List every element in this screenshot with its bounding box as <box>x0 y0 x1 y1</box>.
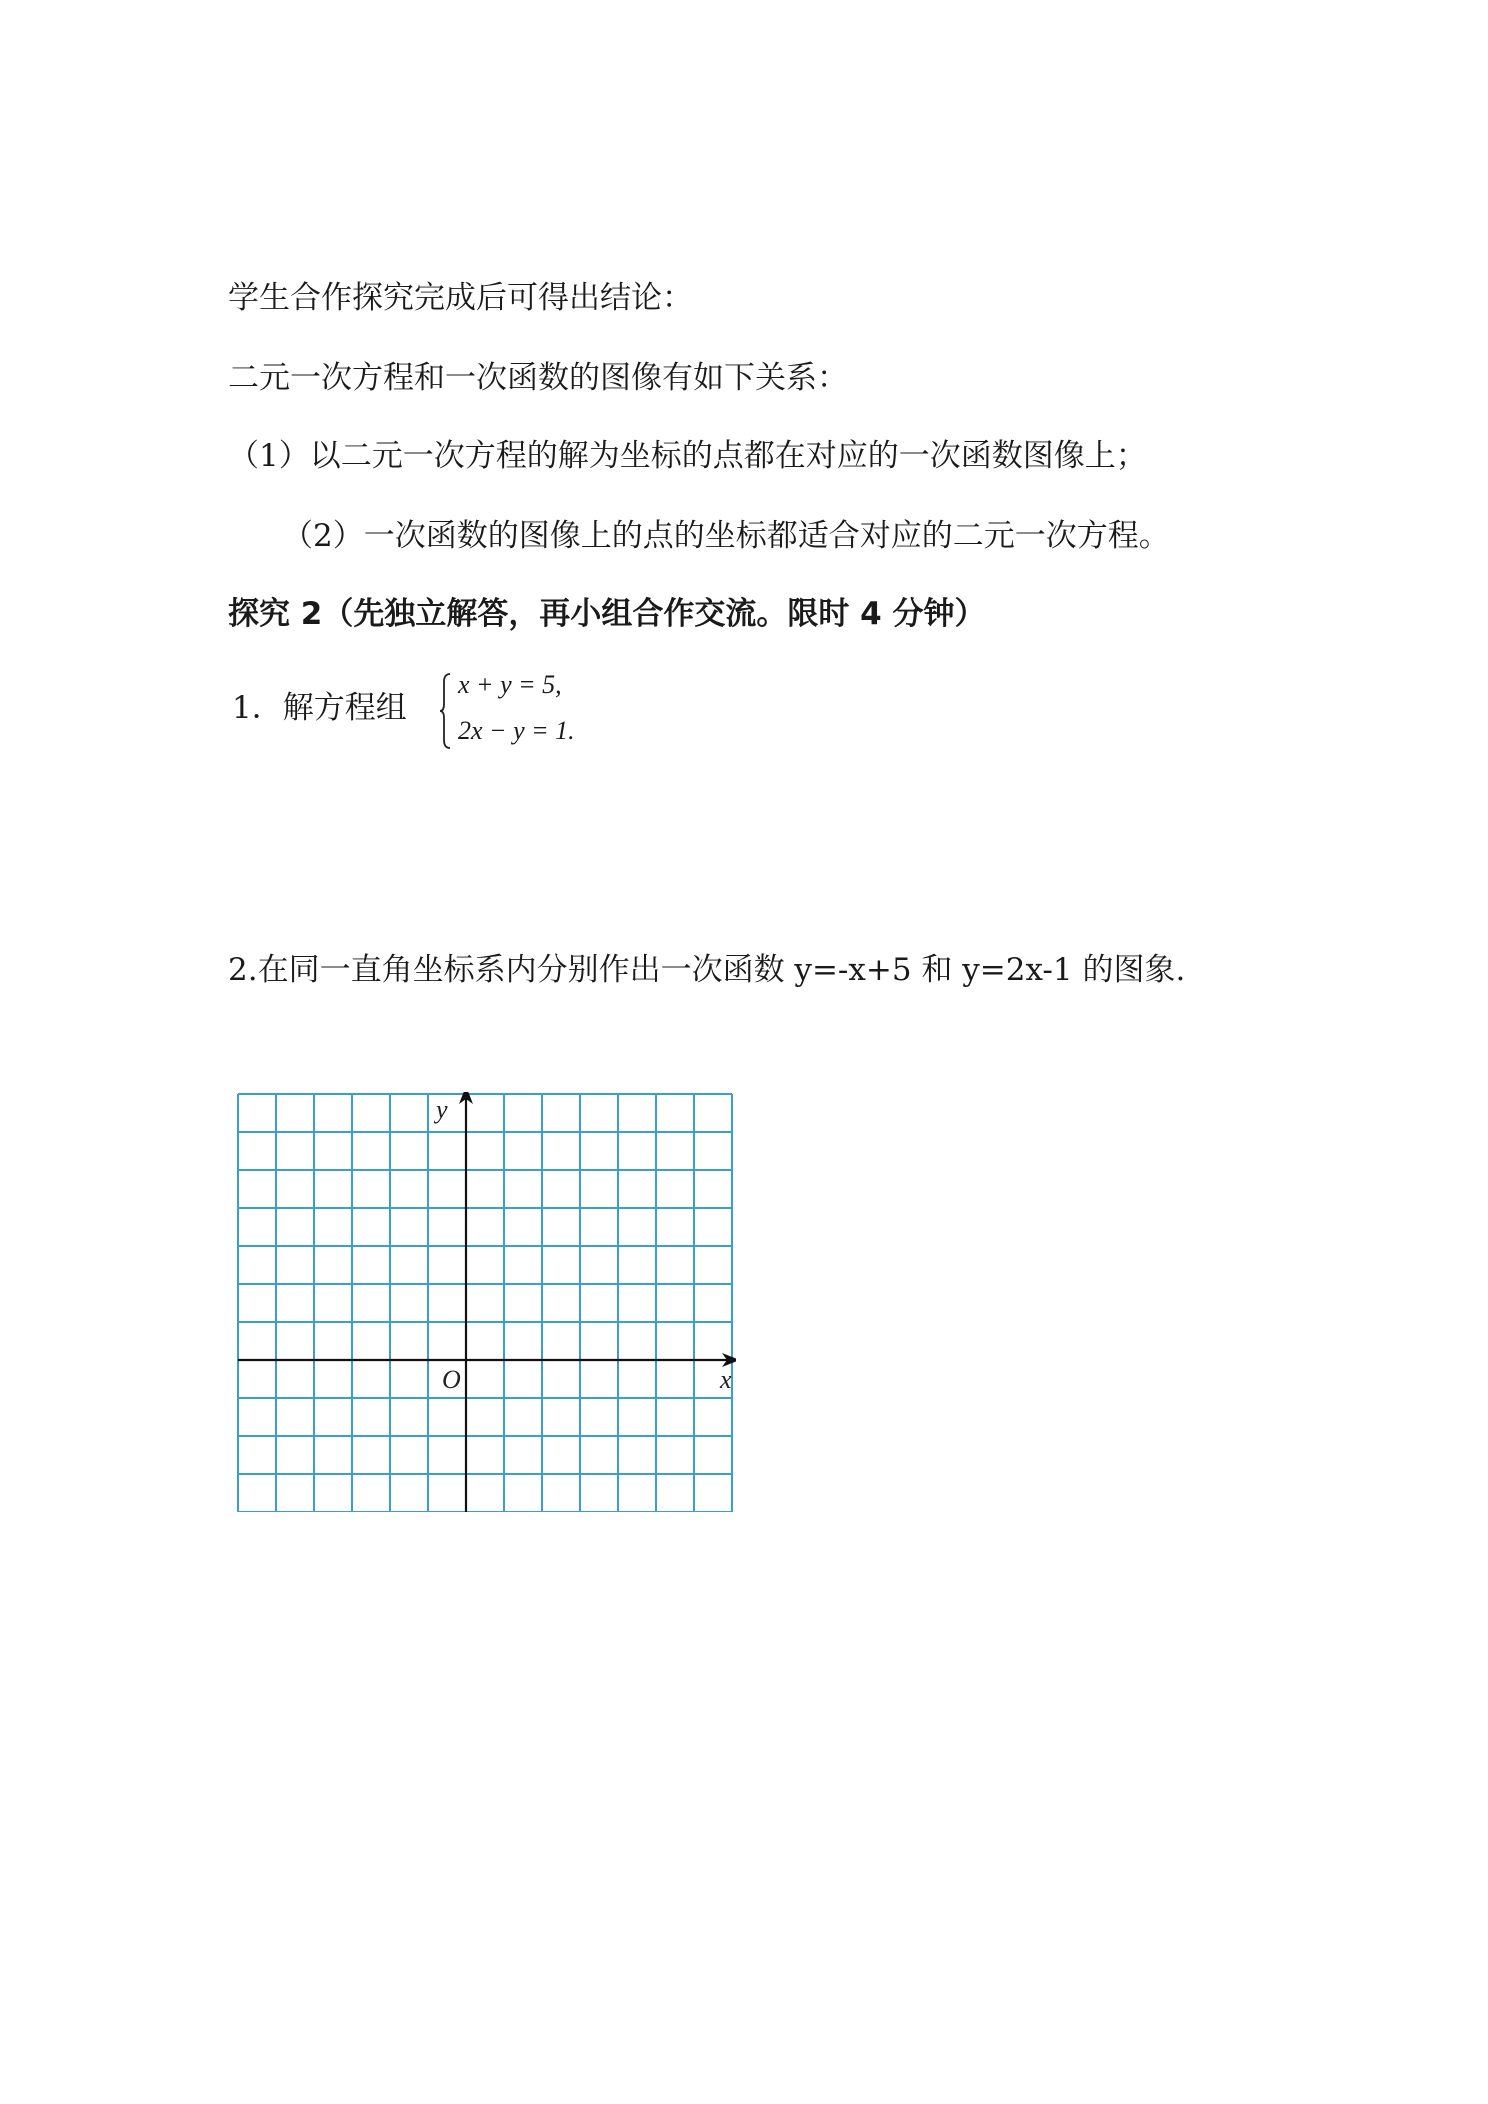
conclusion-intro: 学生合作探究完成后可得出结论： <box>228 280 693 316</box>
point-1: （1）以二元一次方程的解为坐标的点都在对应的一次函数图像上； <box>228 438 1147 474</box>
coordinate-grid <box>236 1092 736 1512</box>
problem-2: 2.在同一直角坐标系内分别作出一次函数 y=-x+5 和 y=2x-1 的图象. <box>228 952 1186 988</box>
explore-2-heading: 探究 2（先独立解答，再小组合作交流。限时 4 分钟） <box>228 596 986 632</box>
y-axis-label: y <box>436 1095 448 1124</box>
coordinate-grid-svg <box>236 1092 736 1512</box>
equation-1: x + y = 5, <box>458 670 562 699</box>
relation-intro: 二元一次方程和一次函数的图像有如下关系： <box>228 360 848 396</box>
problem-1-prefix: 1．解方程组 <box>232 690 407 726</box>
point-2: （2）一次函数的图像上的点的坐标都适合对应的二元一次方程。 <box>282 518 1170 554</box>
equation-system <box>440 668 640 758</box>
origin-label: O <box>442 1365 461 1394</box>
x-axis-label: x <box>720 1365 732 1394</box>
left-brace <box>440 672 452 750</box>
equation-2: 2x − y = 1. <box>458 716 575 745</box>
